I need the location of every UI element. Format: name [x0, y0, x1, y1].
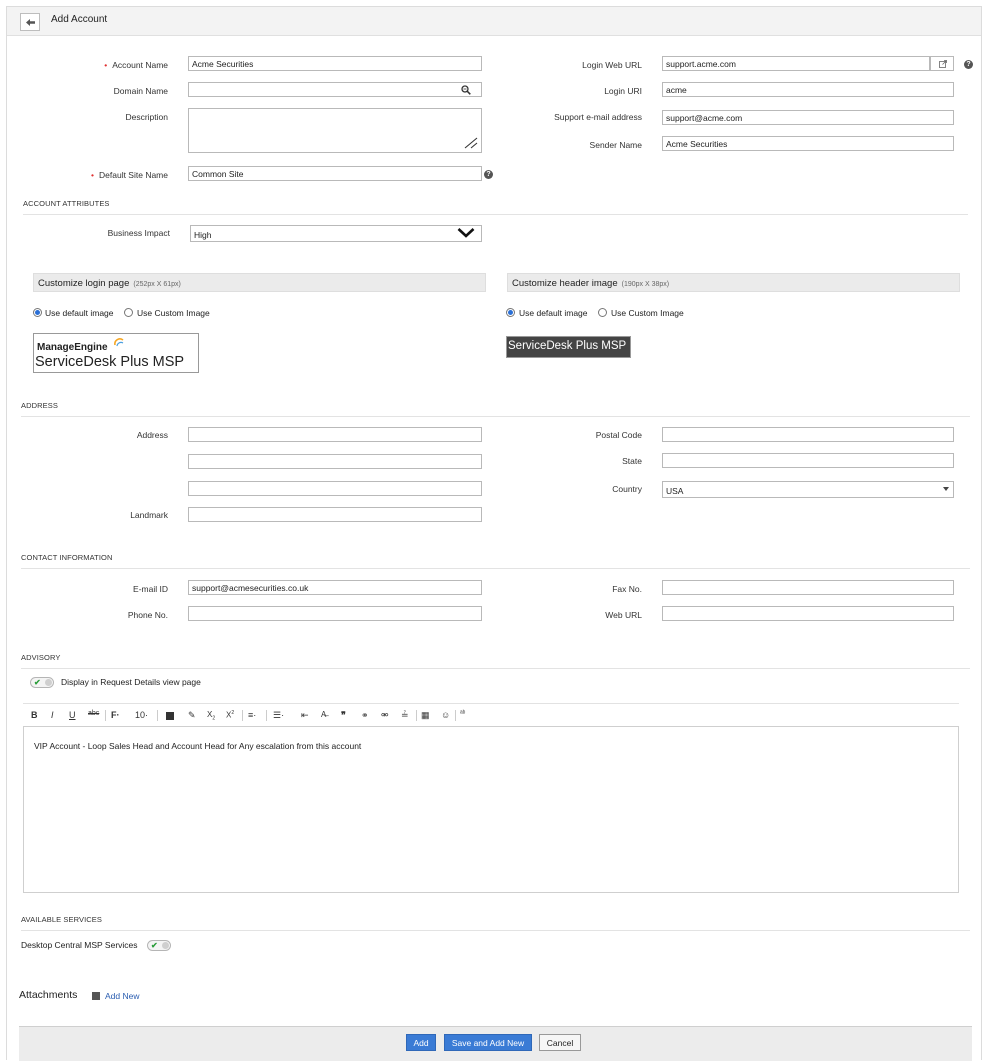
- sender-name-input[interactable]: [662, 136, 954, 151]
- caret-down-icon: [943, 487, 949, 491]
- description-textarea[interactable]: [188, 108, 482, 153]
- bold-icon[interactable]: B: [31, 710, 38, 720]
- business-impact-select[interactable]: [190, 225, 482, 242]
- web-url-input[interactable]: [662, 606, 954, 621]
- default-site-name-input[interactable]: [188, 166, 482, 181]
- web-url-label: Web URL: [605, 610, 642, 620]
- country-value: USA: [666, 486, 684, 496]
- login-logo-preview: [33, 333, 199, 373]
- desktop-central-label: Desktop Central MSP Services: [21, 940, 138, 950]
- cancel-button[interactable]: Cancel: [539, 1034, 581, 1051]
- search-icon[interactable]: [461, 85, 471, 95]
- section-divider: [21, 930, 970, 931]
- address-line3-input[interactable]: [188, 481, 482, 496]
- domain-name-input[interactable]: [188, 82, 482, 97]
- customize-header-image-title: Customize header image: [512, 278, 618, 289]
- login-uri-label: Login URI: [604, 86, 642, 96]
- underline-icon[interactable]: U: [69, 710, 76, 720]
- header-default-image-radio[interactable]: [506, 308, 515, 317]
- logo-arc-icon: [114, 337, 124, 347]
- business-impact-label: Business Impact: [107, 228, 170, 238]
- text-color-icon[interactable]: [166, 712, 174, 720]
- desktop-central-toggle[interactable]: [147, 940, 171, 951]
- customize-login-page-title: Customize login page: [38, 278, 130, 289]
- login-uri-input[interactable]: [662, 82, 954, 97]
- country-label: Country: [612, 484, 642, 494]
- align-icon[interactable]: ≡·: [248, 710, 257, 720]
- section-heading-advisory: ADVISORY: [21, 653, 61, 662]
- customize-header-image-bar: [507, 273, 960, 292]
- email-input[interactable]: [188, 580, 482, 595]
- header-logo-text: ServiceDesk Plus MSP: [508, 340, 627, 352]
- business-impact-value: High: [194, 230, 212, 240]
- domain-name-label: Domain Name: [113, 86, 168, 96]
- state-input[interactable]: [662, 453, 954, 468]
- account-name-label: • Account Name: [104, 60, 168, 70]
- login-default-image-radio[interactable]: [33, 308, 42, 317]
- sender-name-label: Sender Name: [589, 140, 642, 150]
- font-size-selector[interactable]: 10·: [135, 710, 149, 720]
- logo-text-manageengine: ManageEngine: [37, 342, 108, 353]
- fax-input[interactable]: [662, 580, 954, 595]
- login-default-image-label: Use default image: [45, 308, 114, 318]
- login-custom-image-label: Use Custom Image: [137, 308, 210, 318]
- state-label: State: [622, 456, 642, 466]
- unlink-icon[interactable]: ⚮: [381, 710, 389, 720]
- strikethrough-icon[interactable]: abc: [88, 710, 100, 717]
- account-name-input[interactable]: [188, 56, 482, 71]
- font-family-icon[interactable]: F·: [111, 710, 120, 720]
- attachment-icon: [92, 992, 100, 1000]
- login-image-dimensions: (252px X 61px): [133, 281, 181, 288]
- landmark-input[interactable]: [188, 507, 482, 522]
- header-default-image-label: Use default image: [519, 308, 588, 318]
- table-icon[interactable]: ▦: [421, 710, 430, 720]
- section-heading-address: ADDRESS: [21, 401, 58, 410]
- editor-toolbar: [23, 703, 959, 726]
- check-icon: ✔: [34, 678, 41, 687]
- advisory-editor[interactable]: [23, 726, 959, 893]
- bullet-list-icon[interactable]: ☰·: [273, 710, 285, 720]
- phone-label: Phone No.: [127, 610, 168, 620]
- italic-icon[interactable]: I: [51, 710, 54, 720]
- help-icon[interactable]: ?: [964, 60, 973, 69]
- header-logo-preview: [506, 336, 631, 358]
- phone-input[interactable]: [188, 606, 482, 621]
- page-header: [7, 7, 981, 36]
- advisory-display-label: Display in Request Details view page: [61, 677, 201, 687]
- chevron-down-icon: [457, 227, 475, 238]
- postal-code-input[interactable]: [662, 427, 954, 442]
- section-heading-contact: CONTACT INFORMATION: [21, 553, 113, 562]
- superscript-icon[interactable]: $X^2$: [226, 710, 235, 720]
- page-frame: [6, 6, 982, 1060]
- description-label: Description: [125, 112, 168, 122]
- landmark-label: Landmark: [130, 510, 168, 520]
- section-divider: [21, 568, 970, 569]
- section-heading-services: AVAILABLE SERVICES: [21, 915, 103, 924]
- country-select[interactable]: [662, 481, 954, 498]
- section-divider: [21, 416, 970, 417]
- add-new-attachment-link[interactable]: Add New: [105, 991, 140, 1001]
- open-url-button[interactable]: [930, 56, 954, 71]
- attachments-title: Attachments: [19, 989, 78, 1001]
- subscript-icon[interactable]: $X_2$: [207, 710, 216, 722]
- header-custom-image-radio[interactable]: [598, 308, 607, 317]
- support-email-input[interactable]: [662, 110, 954, 125]
- customize-login-page-bar: [33, 273, 486, 292]
- spellcheck-icon[interactable]: ᵃᵇ: [460, 710, 466, 717]
- fax-label: Fax No.: [612, 584, 642, 594]
- resize-handle-icon[interactable]: [464, 137, 478, 149]
- login-web-url-input[interactable]: [662, 56, 930, 71]
- address-line2-input[interactable]: [188, 454, 482, 469]
- back-button[interactable]: [20, 13, 40, 31]
- horizontal-rule-icon[interactable]: ≟: [401, 710, 409, 720]
- add-button[interactable]: Add: [406, 1034, 436, 1051]
- header-image-dimensions: (190px X 38px): [621, 281, 670, 288]
- default-site-name-label: • Default Site Name: [91, 170, 168, 180]
- section-divider: [23, 214, 968, 215]
- save-and-add-new-button[interactable]: Save and Add New: [444, 1034, 532, 1051]
- support-email-label: Support e-mail address: [554, 112, 642, 122]
- font-size-value: 10: [135, 710, 146, 720]
- page-title: Add Account: [51, 14, 108, 25]
- blockquote-icon[interactable]: ❞: [341, 710, 346, 720]
- header-custom-image-label: Use Custom Image: [611, 308, 684, 318]
- link-icon[interactable]: ⚭: [361, 710, 369, 720]
- outdent-icon[interactable]: ⇤: [301, 710, 309, 720]
- login-custom-image-radio[interactable]: [124, 308, 133, 317]
- clear-format-icon[interactable]: A̶: [321, 710, 327, 719]
- logo-text-servicedesk: ServiceDesk Plus MSP: [35, 354, 185, 370]
- highlight-pen-icon[interactable]: ✎: [188, 710, 196, 720]
- back-arrow-icon: [26, 19, 35, 26]
- advisory-display-toggle[interactable]: [30, 677, 54, 688]
- section-heading-account-attributes: ACCOUNT ATTRIBUTES: [23, 199, 110, 208]
- advisory-content: VIP Account - Loop Sales Head and Account Head for Any escalation from this account: [34, 741, 362, 751]
- email-label: E-mail ID: [133, 584, 168, 594]
- section-divider: [21, 668, 970, 669]
- postal-code-label: Postal Code: [595, 430, 642, 440]
- login-web-url-label: Login Web URL: [582, 60, 642, 70]
- external-link-icon: [939, 60, 947, 68]
- check-icon: ✔: [151, 941, 158, 950]
- address-line1-input[interactable]: [188, 427, 482, 442]
- address-label: Address: [136, 430, 168, 440]
- emoji-icon[interactable]: ☺: [441, 710, 451, 720]
- help-icon[interactable]: ?: [484, 170, 493, 179]
